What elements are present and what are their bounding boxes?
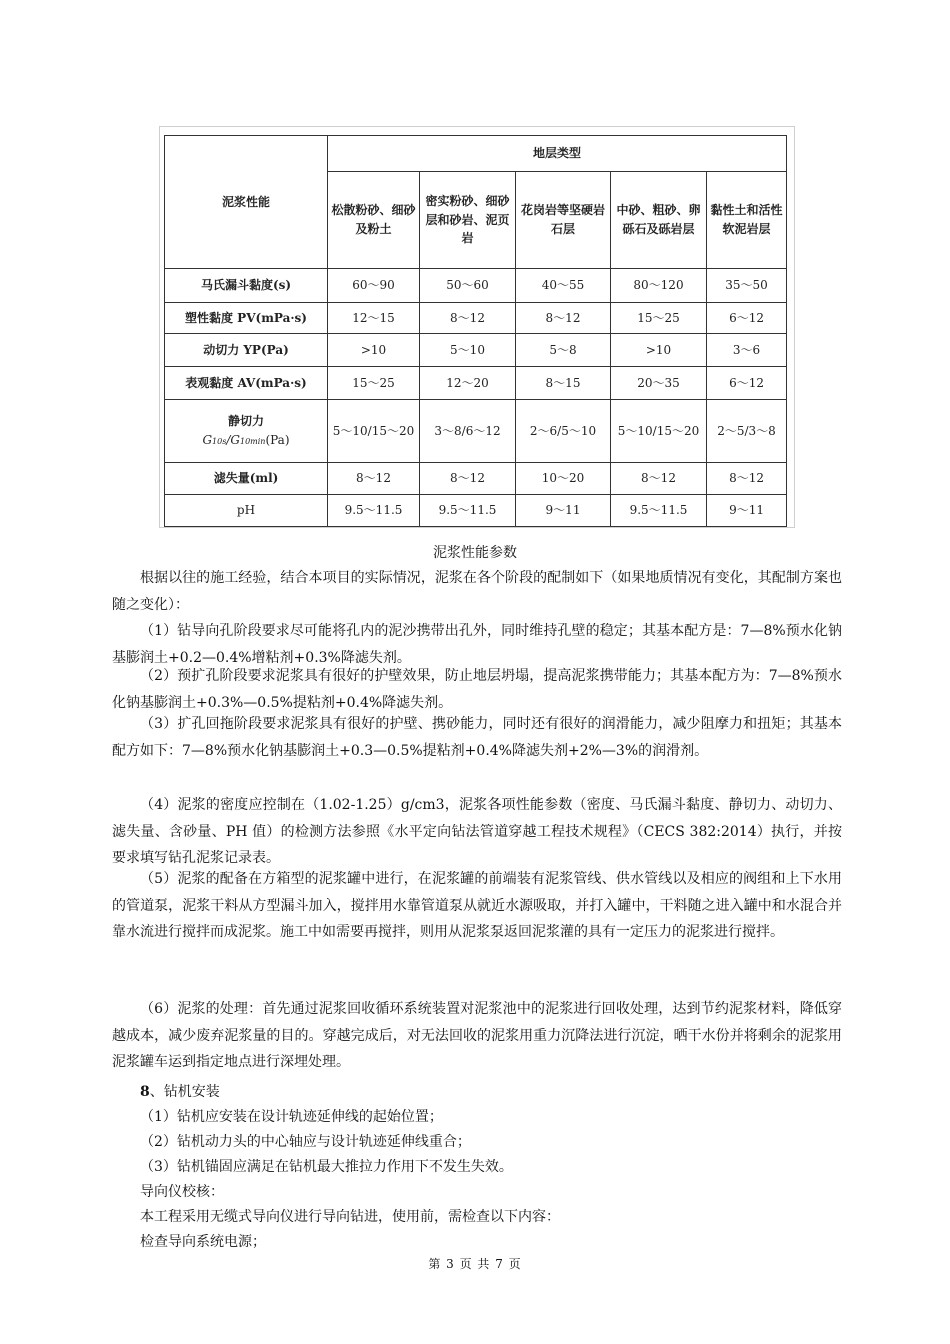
paragraph-treatment: （6）泥浆的处理：首先通过泥浆回收循环系统装置对泥浆池中的泥浆进行回收处理，达到节约泥浆材料，降低穿越成本，减少废弃泥浆量的目的。穿越完成后，对无法回收的泥浆用重力沉降法进行沉淀，晒干水份并将剩余的泥浆用泥浆罐车运到指定地点进行深埋处理。	[112, 1001, 842, 1070]
table-cell: 3～6	[707, 334, 787, 367]
table-cell: 5～10/15～20	[328, 400, 420, 463]
header-mud-property: 泥浆性能	[165, 136, 328, 269]
table-cell: 35～50	[707, 269, 787, 303]
table-row	[165, 334, 787, 367]
table-cell: 60～90	[328, 269, 420, 303]
table-cell: 15～25	[328, 367, 420, 400]
table-cell: 15～25	[611, 303, 707, 334]
col-header: 黏性土和活性软泥岩层	[707, 172, 787, 269]
table-cell: >10	[611, 334, 707, 367]
table-cell: 8～12	[420, 303, 516, 334]
table-cell: 9.5～11.5	[420, 495, 516, 527]
paragraph-stage-3: （3）扩孔回拖阶段要求泥浆具有很好的护壁、携砂能力，同时还有很好的润滑能力，减少阻摩力和扭矩；其基本配方如下：7—8%预水化钠基膨润土+0.3—0.5%提粘剂+0.4%降滤失剂+2%—3%的润滑剂。	[112, 716, 842, 759]
paragraph-density: （4）泥浆的密度应控制在（1.02-1.25）g/cm3，泥浆各项性能参数（密度、马氏漏斗黏度、静切力、动切力、滤失量、含砂量、PH 值）的检测方法参照《水平定向钻法管道穿越工程技术规程》（CECS 382:2014）执行，并按要求填写钻孔泥浆记录表。	[112, 797, 842, 866]
table-cell: 9～11	[516, 495, 611, 527]
table-row	[165, 495, 787, 527]
table-cell: 2～6/5～10	[516, 400, 611, 463]
list-item: （2）钻机动力头的中心轴应与设计轨迹延伸线重合；	[140, 1134, 471, 1150]
row-label: pH	[165, 495, 328, 527]
col-header: 密实粉砂、细砂层和砂岩、泥页岩	[420, 172, 516, 269]
table-cell: 8～12	[420, 463, 516, 495]
table-cell: 8～12	[328, 463, 420, 495]
table-cell: 3～8/6～12	[420, 400, 516, 463]
section-heading: 8、钻机安装	[140, 1084, 220, 1100]
table-cell: 5～10	[420, 334, 516, 367]
col-header: 花岗岩等坚硬岩石层	[516, 172, 611, 269]
table-row	[165, 400, 787, 463]
table-row	[165, 303, 787, 334]
list-item: （1）钻机应安装在设计轨迹延伸线的起始位置；	[140, 1109, 443, 1125]
table-cell: 9～11	[707, 495, 787, 527]
table-cell: 12～15	[328, 303, 420, 334]
table-cell: 5～10/15～20	[611, 400, 707, 463]
row-label: 塑性黏度 PV(mPa·s)	[165, 303, 328, 334]
table-cell: 8～12	[516, 303, 611, 334]
row-label-line1: 静切力	[227, 414, 264, 429]
table-cell: 6～12	[707, 303, 787, 334]
list-item: 本工程采用无缆式导向仪进行导向钻进，使用前，需检查以下内容：	[140, 1209, 560, 1225]
table-row	[165, 367, 787, 400]
paragraph-stage-2: （2）预扩孔阶段要求泥浆具有很好的护壁效果，防止地层坍塌，提高泥浆携带能力；其基本配方为：7—8%预水化钠基膨润土+0.3%—0.5%提粘剂+0.4%降滤失剂。	[112, 668, 842, 711]
row-label-static-shear	[165, 400, 328, 463]
table-cell: >10	[328, 334, 420, 367]
row-label-line2: G10s/G10min(Pa)	[202, 433, 290, 447]
paragraph-preparation: （5）泥浆的配备在方箱型的泥浆罐中进行，在泥浆罐的前端装有泥浆管线、供水管线以及相应的阀组和上下水用的管道泵，泥浆干料从方型漏斗加入，搅拌用水靠管道泵从就近水源吸取，并打入罐中，干料随之进入罐中和水混合并靠水流进行搅拌而成泥浆。施工中如需要再搅拌，则用从泥浆泵返回泥浆灌的具有一定压力的泥浆进行搅拌。	[112, 871, 842, 940]
table-row	[165, 463, 787, 495]
table-row	[165, 269, 787, 303]
table-cell: 9.5～11.5	[328, 495, 420, 527]
page-footer: 第 3 页 共 7 页	[428, 1257, 522, 1271]
table-cell: 2～5/3～8	[707, 400, 787, 463]
table-cell: 10～20	[516, 463, 611, 495]
table-cell: 80～120	[611, 269, 707, 303]
table-cell: 8～15	[516, 367, 611, 400]
row-label: 动切力 YP(Pa)	[165, 334, 328, 367]
col-header: 松散粉砂、细砂及粉土	[328, 172, 420, 269]
list-item: （3）钻机锚固应满足在钻机最大推拉力作用下不发生失效。	[140, 1159, 513, 1175]
row-label: 表观黏度 AV(mPa·s)	[165, 367, 328, 400]
table-cell: 12～20	[420, 367, 516, 400]
table-cell: 8～12	[611, 463, 707, 495]
table-cell: 6～12	[707, 367, 787, 400]
table-cell: 8～12	[707, 463, 787, 495]
mud-properties-table	[164, 135, 787, 527]
table-cell: 5～8	[516, 334, 611, 367]
table-cell: 40～55	[516, 269, 611, 303]
table-cell: 50～60	[420, 269, 516, 303]
table-caption: 泥浆性能参数	[433, 545, 517, 561]
paragraph-stage-1: （1）钻导向孔阶段要求尽可能将孔内的泥沙携带出孔外，同时维持孔壁的稳定；其基本配方是：7—8%预水化钠基膨润土+0.2—0.4%增粘剂+0.3%降滤失剂。	[112, 623, 842, 666]
header-stratum-type: 地层类型	[328, 136, 787, 172]
row-label: 马氏漏斗黏度(s)	[165, 269, 328, 303]
paragraph-intro: 根据以往的施工经验，结合本项目的实际情况，泥浆在各个阶段的配制如下（如果地质情况有变化，其配制方案也随之变化）：	[112, 570, 842, 613]
table-cell: 9.5～11.5	[611, 495, 707, 527]
subheading-guidance-check: 导向仪校核：	[140, 1184, 224, 1200]
col-header: 中砂、粗砂、卵砾石及砾岩层	[611, 172, 707, 269]
mud-properties-table-figure	[159, 126, 795, 528]
list-item: 检查导向系统电源；	[140, 1234, 266, 1250]
table-cell: 20～35	[611, 367, 707, 400]
row-label: 滤失量(ml)	[165, 463, 328, 495]
